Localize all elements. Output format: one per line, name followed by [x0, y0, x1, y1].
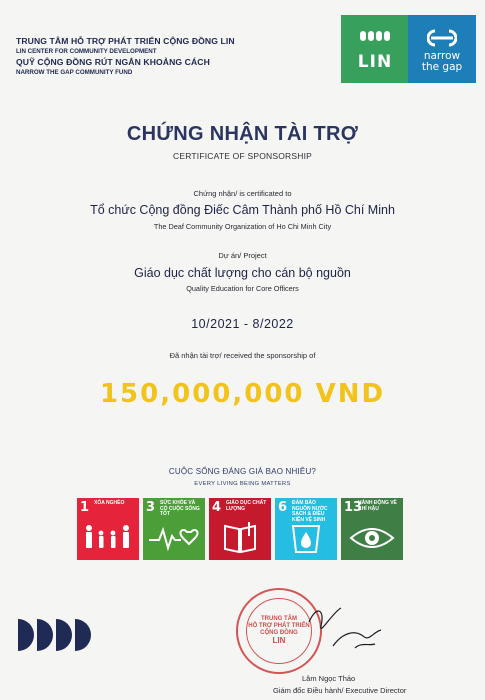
sdg-goal-4	[209, 498, 271, 560]
sdg-label: XÓA NGHÈO	[94, 500, 125, 506]
certificate-subtitle: CERTIFICATE OF SPONSORSHIP	[172, 151, 312, 161]
signatory-title: Giám đốc Điều hành/ Executive Director	[273, 686, 407, 695]
sdg-label: ĐẢM BẢO NGUỒN NƯỚC SẠCH & ĐIỀU KIỆN VỆ SINH	[292, 500, 328, 523]
heartbeat-icon	[143, 516, 205, 560]
ntg-line-2: the gap	[421, 61, 463, 73]
sdg-goal-13	[341, 498, 403, 560]
signature	[303, 602, 393, 662]
sdg-goal-3	[143, 498, 205, 560]
water-drop-icon	[275, 516, 337, 560]
sponsorship-amount: 150,000,000 VND	[99, 379, 386, 409]
ntg-logo-text	[408, 51, 476, 73]
brand-half-circle	[18, 619, 34, 651]
certificate-title: CHỨNG NHẬN TÀI TRỢ	[126, 123, 359, 145]
sdg-number: 13	[344, 500, 363, 515]
narrow-the-gap-logo	[408, 15, 476, 83]
book-icon	[209, 516, 271, 560]
signatory-name: Lâm Ngọc Thảo	[302, 674, 356, 683]
tagline-en: EVERY LIVING BEING MATTERS	[194, 481, 291, 487]
family-icon	[77, 516, 139, 560]
sdg-label: GIÁO DỤC CHẤT LƯỢNG	[226, 500, 267, 512]
sdg-goal-6	[275, 498, 337, 560]
brand-half-circle	[37, 619, 53, 651]
sdg-label: SỨC KHỎE VÀ CÓ CUỘC SỐNG TỐT	[160, 500, 200, 518]
sdg-number: 6	[278, 500, 288, 515]
sdg-number: 3	[146, 500, 156, 515]
seal-line-2: HỖ TRỢ PHÁT TRIỂN	[248, 623, 310, 629]
seal-text	[248, 616, 310, 644]
issuer-block	[16, 36, 235, 78]
received-label: Đã nhận tài trợ/ received the sponsorship of	[169, 351, 316, 360]
ntg-line-1: narrow	[423, 50, 461, 62]
brand-half-circle	[56, 619, 72, 651]
lin-dots-icon	[360, 29, 390, 43]
sponsorship-period: 10/2021 - 8/2022	[191, 317, 294, 331]
lin-logo-text: LIN	[357, 52, 393, 72]
recipient-name-vn: Tổ chức Cộng đồng Điếc Câm Thành phố Hồ Chí Minh	[90, 203, 395, 217]
certified-label: Chứng nhận/ is certificated to	[193, 189, 292, 198]
lin-logo	[341, 15, 409, 83]
sdg-number: 1	[80, 500, 90, 515]
project-name-vn: Giáo dục chất lượng cho cán bộ nguồn	[134, 266, 351, 280]
recipient-name-en: The Deaf Community Organization of Ho Chi Minh City	[153, 222, 332, 231]
sdg-goal-1	[77, 498, 139, 560]
project-name-en: Quality Education for Core Officers	[186, 284, 299, 293]
seal-line-4: LIN	[272, 636, 286, 645]
fund-name-vn: QUỸ CỘNG ĐỒNG RÚT NGẮN KHOẢNG CÁCH	[16, 57, 210, 67]
narrow-gap-mark-icon	[427, 29, 457, 47]
sdg-label: HÀNH ĐỘNG VỀ KHÍ HẬU	[358, 500, 397, 512]
issuer-name-en: LIN CENTER FOR COMMUNITY DEVELOPMENT	[16, 48, 157, 55]
seal-line-3: CỘNG ĐỒNG	[260, 630, 298, 636]
fund-name-en: NARROW THE GAP COMMUNITY FUND	[16, 69, 133, 76]
brand-half-circle	[75, 619, 91, 651]
issuer-name-vn: TRUNG TÂM HỖ TRỢ PHÁT TRIỂN CỘNG ĐỒNG LIN	[16, 36, 235, 46]
tagline-vn: CUỘC SỐNG ĐÁNG GIÁ BAO NHIÊU?	[168, 467, 317, 476]
seal-line-1: TRUNG TÂM	[261, 616, 297, 622]
project-label: Dự án/ Project	[218, 251, 267, 260]
eye-globe-icon	[341, 516, 403, 560]
sdg-number: 4	[212, 500, 222, 515]
